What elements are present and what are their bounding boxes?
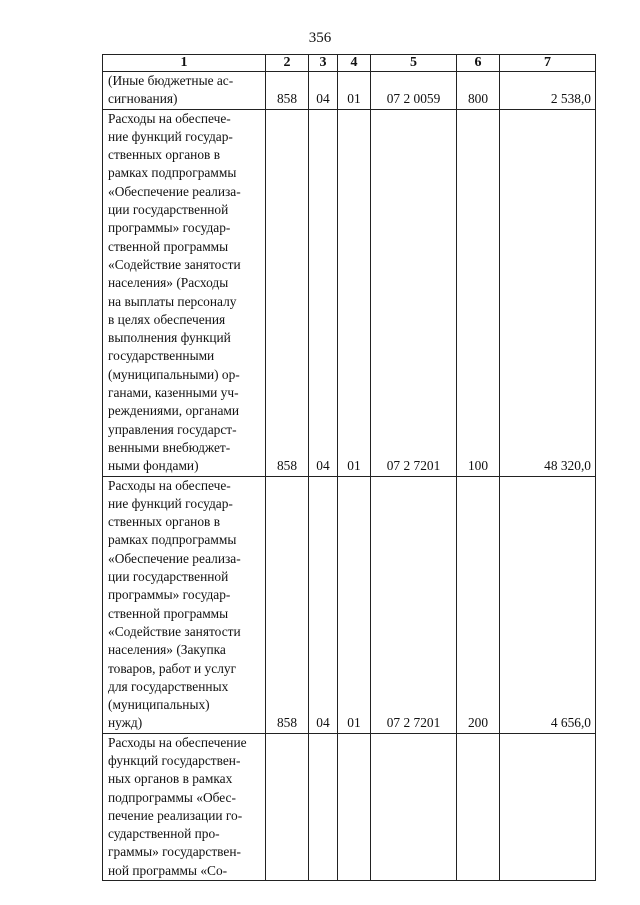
row-name: Расходы на обеспече- ние функций государ- ственных органов в рамках подпрограммы «Обеспечение реализа- ции государственной программы» государ- ственной программы «Содействие занятости населения» (Закупка товаров, работ и услуг для государственных (муниципальных) нужд) (103, 476, 266, 733)
cell-target-article: 07 2 0059 (371, 72, 457, 110)
row-name: (Иные бюджетные ас- сигнования) (103, 72, 266, 110)
table-row (103, 109, 596, 476)
header-row (103, 55, 596, 72)
page-number: 356 (308, 30, 332, 46)
column-header: 5 (371, 55, 457, 72)
budget-table (102, 54, 596, 881)
cell-section: 04 (309, 109, 338, 476)
cell-amount (500, 733, 596, 880)
column-header: 6 (457, 55, 500, 72)
cell-target-article: 07 2 7201 (371, 109, 457, 476)
cell-amount: 4 656,0 (500, 476, 596, 733)
cell-ministry: 858 (266, 476, 309, 733)
cell-subsection: 01 (338, 72, 371, 110)
cell-expense-type: 200 (457, 476, 500, 733)
table-row (103, 733, 596, 880)
cell-expense-type: 800 (457, 72, 500, 110)
table-row (103, 72, 596, 110)
cell-target-article (371, 733, 457, 880)
cell-ministry: 858 (266, 109, 309, 476)
table-row (103, 476, 596, 733)
cell-amount: 2 538,0 (500, 72, 596, 110)
cell-target-article: 07 2 7201 (371, 476, 457, 733)
row-name: Расходы на обеспечение функций государствен- ных органов в рамках подпрограммы «Обес- печение реализации го- сударственной про- граммы» государствен- ной программы «Со- (103, 733, 266, 880)
row-name: Расходы на обеспече- ние функций государ- ственных органов в рамках подпрограммы «Обеспечение реализа- ции государственной программы» государ- ственной программы «Содействие занятости населения» (Расходы на выплаты персоналу в целях обеспечения выполнения функций государственными (муниципальными) ор- ганами, казенными уч- реждениями, органами управления государст- венными внебюджет- ными фондами) (103, 109, 266, 476)
cell-ministry: 858 (266, 72, 309, 110)
cell-subsection: 01 (338, 109, 371, 476)
cell-section: 04 (309, 476, 338, 733)
column-header: 3 (309, 55, 338, 72)
column-header: 1 (103, 55, 266, 72)
cell-amount: 48 320,0 (500, 109, 596, 476)
cell-subsection: 01 (338, 476, 371, 733)
cell-ministry (266, 733, 309, 880)
cell-section: 04 (309, 72, 338, 110)
column-header: 4 (338, 55, 371, 72)
column-header: 2 (266, 55, 309, 72)
cell-expense-type: 100 (457, 109, 500, 476)
column-header: 7 (500, 55, 596, 72)
cell-subsection (338, 733, 371, 880)
cell-expense-type (457, 733, 500, 880)
cell-section (309, 733, 338, 880)
